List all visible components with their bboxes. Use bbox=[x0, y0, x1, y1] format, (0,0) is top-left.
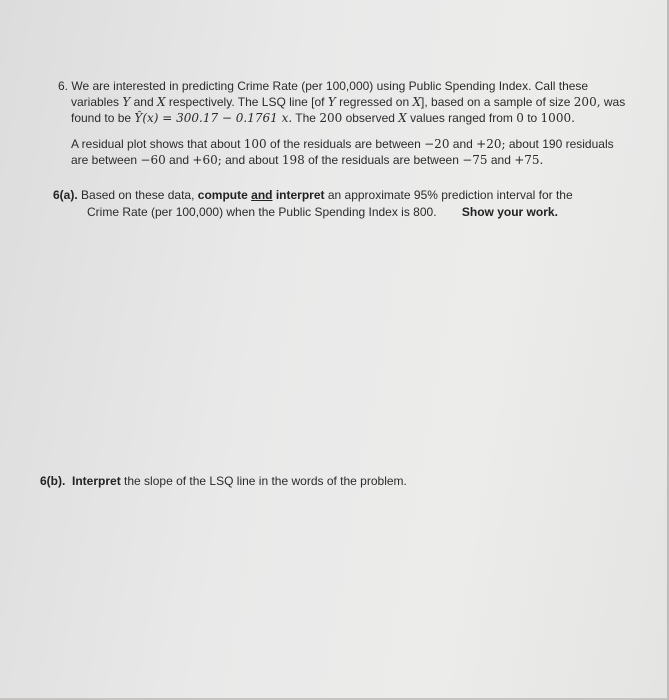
resid-minus-60: −60 bbox=[140, 153, 166, 167]
resid-plus-75: +75. bbox=[514, 153, 544, 167]
sample-size: 200, bbox=[573, 95, 601, 109]
resid-plus-60: +60; bbox=[192, 153, 222, 167]
q6-text-4d: about 190 residuals bbox=[505, 137, 614, 151]
q6-text-4a: A residual plot shows that about bbox=[71, 137, 244, 151]
count-100: 100 bbox=[243, 137, 267, 151]
var-x: X bbox=[156, 95, 166, 109]
var-x-3: X bbox=[398, 111, 407, 125]
q6-text-5b: and bbox=[165, 153, 193, 167]
q6a-and: and bbox=[251, 188, 273, 202]
q6-text-2a: variables bbox=[71, 95, 123, 109]
var-y-2: Y bbox=[327, 95, 336, 109]
range-low: 0 bbox=[516, 111, 524, 125]
q6-line-4 bbox=[71, 137, 614, 152]
q6a-text-2: Crime Rate (per 100,000) when the Public Spending Index is 800. bbox=[87, 205, 437, 219]
q6-text-3b: The bbox=[292, 111, 320, 125]
var-y: Y bbox=[122, 95, 131, 109]
q6-line-1 bbox=[58, 79, 588, 94]
resid-plus-20: +20; bbox=[476, 137, 506, 151]
q6a-label: 6(a). bbox=[53, 188, 78, 202]
q6-text-3d: values ranged from bbox=[406, 111, 517, 125]
q6-text-4c: and bbox=[449, 137, 477, 151]
q6a-text-1a: Based on these data, bbox=[77, 188, 198, 202]
q6-text-3e: to bbox=[523, 111, 541, 125]
q6-text-5c: and about bbox=[221, 153, 282, 167]
resid-minus-75: −75 bbox=[462, 153, 488, 167]
q6-text-5a: are between bbox=[71, 153, 141, 167]
q6a-text-1b: an approximate 95% prediction interval for the bbox=[324, 188, 573, 202]
lsq-equation: Ŷ(x) = 300.17 − 0.1761 x. bbox=[134, 111, 293, 125]
q6-text-5d: of the residuals are between bbox=[304, 153, 463, 167]
q6a-line-1 bbox=[53, 188, 573, 203]
q6-number: 6. bbox=[58, 79, 69, 93]
q6b-interpret: Interpret bbox=[72, 474, 121, 488]
q6-line-3 bbox=[71, 111, 575, 126]
q6-text-4b: of the residuals are between bbox=[266, 137, 425, 151]
q6b-label: 6(b). bbox=[40, 474, 66, 488]
q6a-line-2 bbox=[87, 205, 558, 220]
q6-text-3a: found to be bbox=[71, 111, 135, 125]
q6-text-2d: regressed on bbox=[335, 95, 413, 109]
q6-line-2 bbox=[71, 95, 625, 110]
var-x-2: X bbox=[412, 95, 422, 109]
q6-text-5e: and bbox=[487, 153, 515, 167]
q6a-compute: compute bbox=[197, 188, 248, 202]
q6b-line-1 bbox=[40, 474, 407, 489]
q6a-interpret: interpret bbox=[275, 188, 325, 202]
q6-text-2b: and bbox=[130, 95, 157, 109]
count-198: 198 bbox=[281, 153, 305, 167]
range-high: 1000. bbox=[540, 111, 575, 125]
q6-line-5 bbox=[71, 153, 543, 168]
resid-minus-20: −20 bbox=[424, 137, 450, 151]
q6-text-3c: observed bbox=[342, 111, 399, 125]
q6-text-1: We are interested in predicting Crime Rate (per 100,000) using Public Spending Index. Call these bbox=[71, 79, 589, 93]
q6-text-2e: ], based on a sample of size bbox=[421, 95, 574, 109]
q6-text-2f: was bbox=[600, 95, 626, 109]
sample-size-2: 200 bbox=[319, 111, 343, 125]
q6b-text-1b: the slope of the LSQ line in the words of the problem. bbox=[120, 474, 407, 488]
q6-text-2c: respectively. The LSQ line [of bbox=[165, 95, 328, 109]
q6a-show-work: Show your work. bbox=[461, 205, 558, 219]
